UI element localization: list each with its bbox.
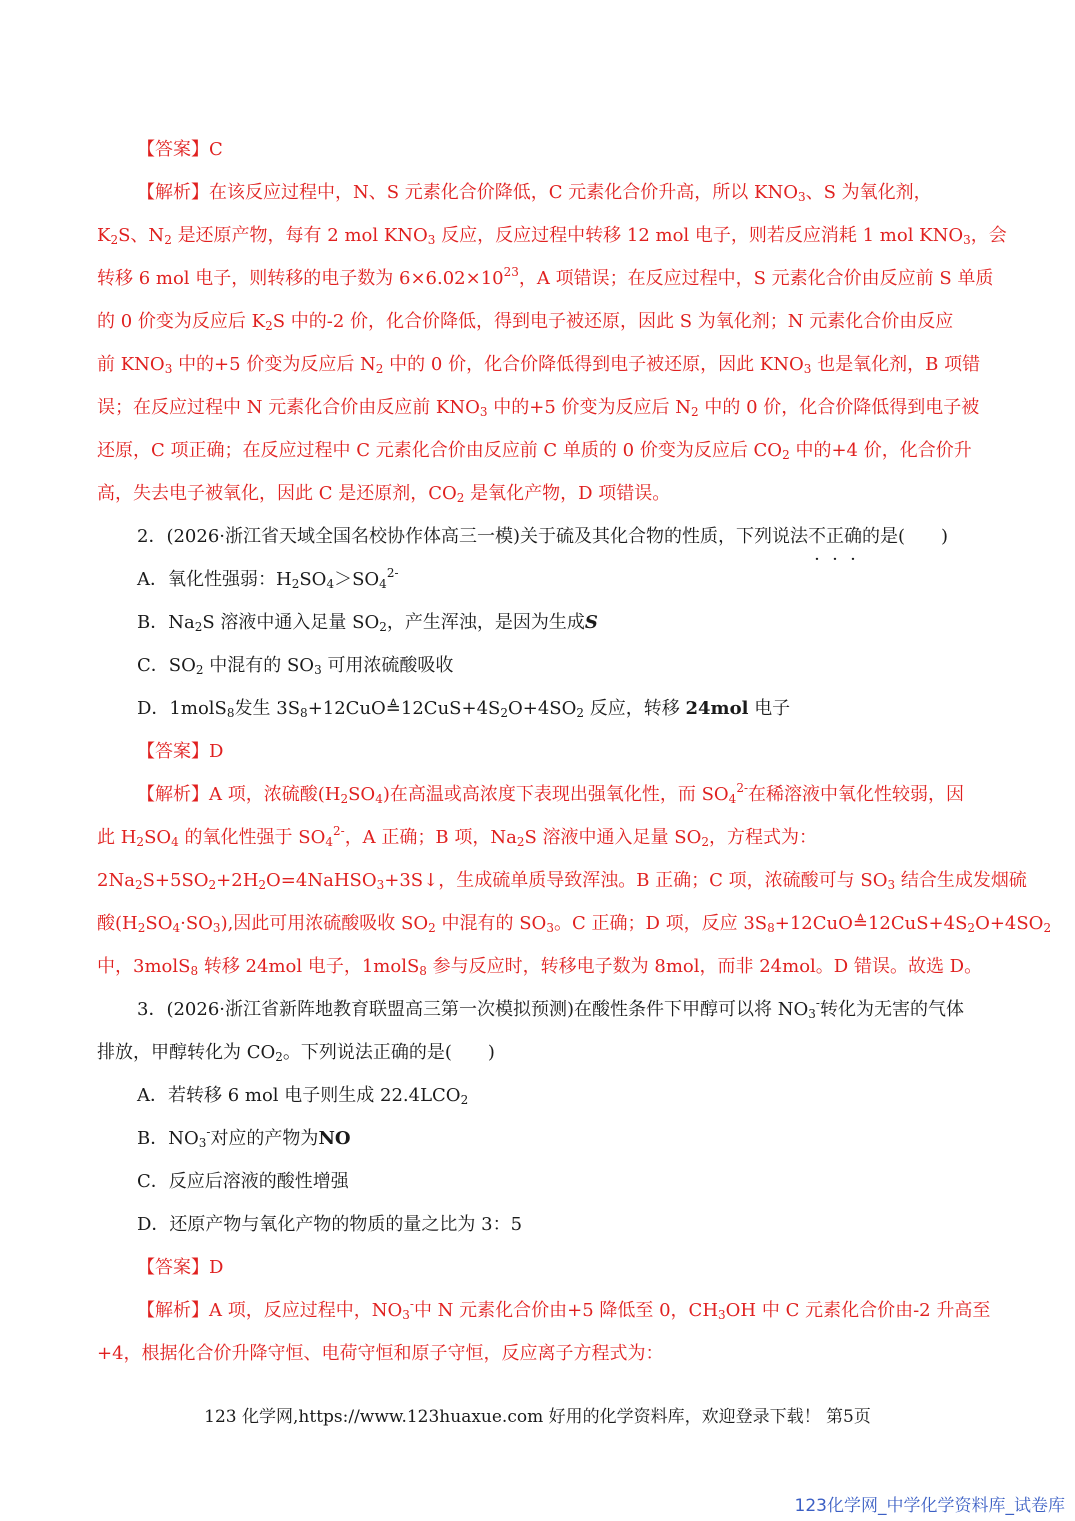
question-2-option-d: D．1molS$_8$发生 $3S_8+12CuO≜12CuS+4S_2O+4SO_2$ 反应，转移 24mol 电子 <box>137 698 791 720</box>
answer-3: 【答案】D <box>137 1257 224 1278</box>
question-2-option-b: B．$Na_2S$ 溶液中通入足量 $SO_2$，产生浑浊，是因为生成S <box>137 612 598 634</box>
heat-triangle-icon: ≜ <box>385 698 401 719</box>
question-2-stem: 2．(2026·浙江省天域全国名校协作体高三一模)关于硫及其化合物的性质，下列说法不正确的是( ) <box>137 526 949 547</box>
document-content <box>97 128 1052 1375</box>
heat-triangle-icon: ≜ <box>852 913 868 934</box>
answer-value: C <box>209 139 223 160</box>
answer-label: 【答案】 <box>137 139 209 160</box>
question-3-stem: 3．(2026·浙江省新阵地教育联盟高三第一次模拟预测)在酸性条件下甲醇可以将 $NO_3^-$转化为无害的气体 <box>137 996 964 1021</box>
explanation-1: 【解析】在该反应过程中，N、S 元素化合价降低，C 元素化合价升高，所以 $KNO_3$、S 为氧化剂， $K_2S$、$N_2$ 是还原产物，每有 2 mol $KNO_3$ 反应，反应过程中转移 12 mol 电子，则若反应消耗 1 mol $KNO_3$，会 转移 6 mol 电子，则转移的电子数为 $6\times 6.02\times 10^{23}$，A 项错误；在反应过程中，S 元素化合价由反应前 S 单质 的 0 价变为反应后 $K_2S$ 中的-2 价，化合价降低，得到电子被还原，因此 S 为氧化剂；N 元素化合价由反应 前 $KNO_3$ 中的+5 价变为反应后 $N_2$ 中的 0 价，化合价降低得到电子被还原，因此 $KNO_3$ 也是氧化剂，B 项错 误；在反应过程中 N 元素化合价由反应前 $KNO_3$ 中的+5 价变为反应后 $N_2$ 中的 0 价，化合价降低得到电子被 还原，C 项正确；在反应过程中 C 元素化合价由反应前 C 单质的 0 价变为反应后 $CO_2$ 中的+4 价，化合价升 高，失去电子被氧化，因此 C 是还原剂，$CO_2$ 是氧化产物，D 项错误。 <box>97 182 1007 505</box>
answer-1 <box>97 128 977 171</box>
question-3-option-b: B．$NO_3^-$对应的产物为NO <box>137 1125 351 1150</box>
question-3-stem-cont: 排放，甲醇转化为 $CO_2$。下列说法正确的是( ) <box>97 1042 495 1064</box>
question-2-option-a: A．氧化性强弱：$H_2SO_4>SO_4^{2-}$ <box>137 566 399 591</box>
site-watermark[interactable]: 123化学网_中学化学资料库_试卷库 <box>794 1496 1065 1516</box>
explanation-3: 【解析】A 项，反应过程中，$NO_3^-$中 N 元素化合价由+5 降低至 0，$CH_3OH$ 中 C 元素化合价由-2 升高至 +4，根据化合价升降守恒、电荷守恒和原子守恒，反应离子方程式为： <box>97 1297 991 1364</box>
question-3-option-a: A．若转移 6 mol 电子则生成 $22.4LCO_2$ <box>137 1085 469 1107</box>
question-3-option-d: D．还原产物与氧化产物的物质的量之比为 3：5 <box>137 1214 523 1235</box>
page-footer: 123 化学网,https://www.123huaxue.com 好用的化学资料库，欢迎登录下载！ 第5页 <box>204 1407 871 1427</box>
question-2-option-c: C．$SO_2$ 中混有的 $SO_3$ 可用浓硫酸吸收 <box>137 655 454 677</box>
explanation-label: 【解析】 <box>137 182 209 203</box>
question-3-option-c: C．反应后溶液的酸性增强 <box>137 1171 349 1192</box>
answer-2: 【答案】D <box>137 741 224 762</box>
explanation-2: 【解析】A 项，浓硫酸$(H_2SO_4)$在高温或高浓度下表现出强氧化性，而 $SO_4^{2-}$在稀溶液中氧化性较弱，因 此 $H_2SO_4$ 的氧化性强于 $SO_4^{2-}$，A 正确；B 项，$Na_2S$ 溶液中通入足量 $SO_2$，方程式为： $2Na_2S+5SO_2+2H_2O=4NaHSO_3+3S↓$，生成硫单质导致浑浊。B 正确；C 项，浓硫酸可与 $SO_3$ 结合生成发烟硫 酸$(H_2SO_4\cdot SO_3)$,因此可用浓硫酸吸收 $SO_2$ 中混有的 $SO_3$。C 正确；D 项，反应 $3S_8+12CuO≜12CuS+4S_2O+4SO_2$ 中，3molS$_8$ 转移 24mol 电子，1molS$_8$ 参与反应时，转移电子数为 8mol，而非 24mol。D 错误。故选 D。 <box>97 781 1052 978</box>
